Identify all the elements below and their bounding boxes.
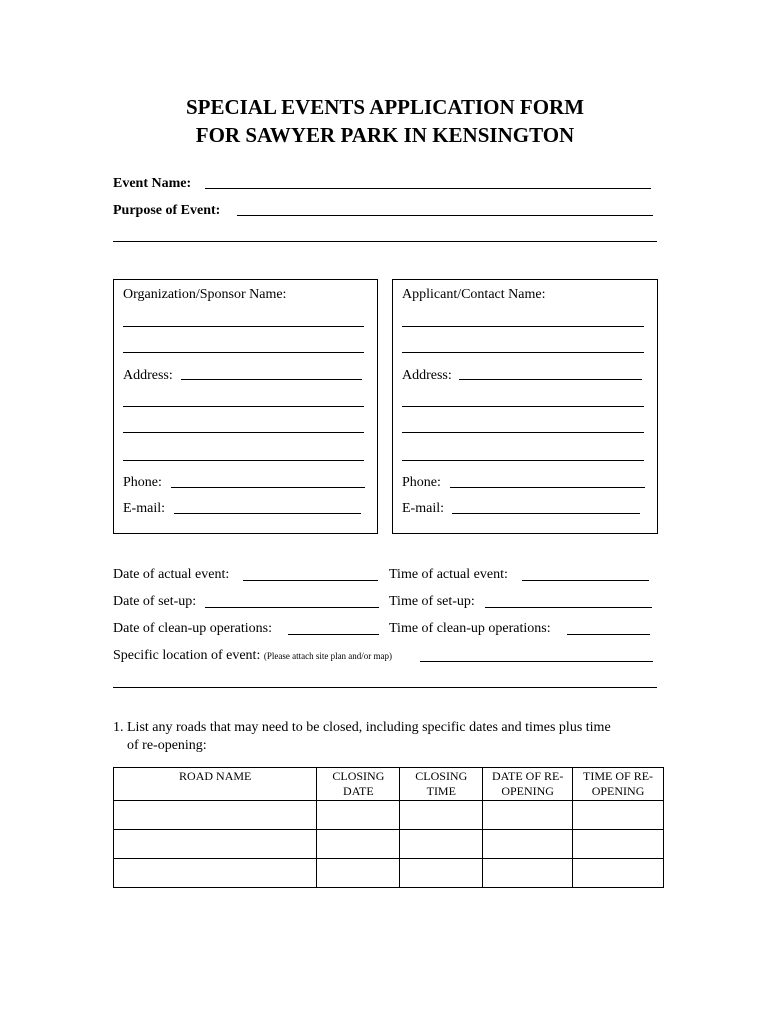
header-closing-time: [400, 768, 483, 801]
organization-name-field-2[interactable]: [123, 352, 364, 353]
closing-time-cell[interactable]: [400, 859, 483, 888]
reopening-time-cell[interactable]: [573, 801, 664, 830]
header-closing-date: [317, 768, 400, 801]
header-date-of-reopening-line-1: DATE OF RE-: [491, 769, 564, 783]
time-cleanup-label: Time of clean-up operations:: [389, 621, 551, 636]
applicant-phone-label: Phone:: [402, 475, 441, 490]
header-date-of-reopening-line-2: OPENING: [501, 784, 554, 798]
table-row: [114, 830, 664, 859]
applicant-name-field[interactable]: [402, 326, 644, 327]
event-name-field[interactable]: [205, 188, 651, 189]
location-note: (Please attach site plan and/or map): [263, 651, 393, 661]
location-field-continued[interactable]: [113, 687, 657, 688]
time-cleanup-field[interactable]: [567, 634, 650, 635]
date-actual-field[interactable]: [243, 580, 378, 581]
date-setup-label: Date of set-up:: [113, 594, 197, 609]
organization-box: [113, 279, 378, 534]
road-name-cell[interactable]: [114, 859, 317, 888]
road-name-cell[interactable]: [114, 830, 317, 859]
table-row: [114, 859, 664, 888]
event-name-label: Event Name:: [113, 176, 192, 191]
date-cleanup-field[interactable]: [288, 634, 379, 635]
reopening-time-cell[interactable]: [573, 859, 664, 888]
organization-address-field-4[interactable]: [123, 460, 364, 461]
time-actual-field[interactable]: [522, 580, 649, 581]
location-label-text: Specific location of event:: [113, 648, 261, 663]
header-closing-date-line-1: CLOSING: [332, 769, 385, 783]
organization-name-field[interactable]: [123, 326, 364, 327]
applicant-email-field[interactable]: [452, 513, 640, 514]
header-time-of-reopening-line-1: TIME OF RE-: [583, 769, 654, 783]
form-title-line-1: SPECIAL EVENTS APPLICATION FORM: [185, 95, 585, 119]
header-closing-time-line-1: CLOSING: [415, 769, 468, 783]
date-setup-field[interactable]: [205, 607, 379, 608]
form-title-line-2: FOR SAWYER PARK IN KENSINGTON: [195, 123, 575, 147]
time-setup-label: Time of set-up:: [389, 594, 475, 609]
time-actual-label: Time of actual event:: [389, 567, 508, 582]
roads-table-header: [114, 768, 664, 801]
road-name-cell[interactable]: [114, 801, 317, 830]
date-actual-label: Date of actual event:: [113, 567, 230, 582]
closing-date-cell[interactable]: [317, 801, 400, 830]
applicant-heading: Applicant/Contact Name:: [402, 287, 546, 302]
closing-time-cell[interactable]: [400, 830, 483, 859]
reopening-date-cell[interactable]: [483, 801, 573, 830]
closing-date-cell[interactable]: [317, 859, 400, 888]
applicant-address-label: Address:: [402, 368, 452, 383]
applicant-box: [392, 279, 658, 534]
purpose-label: Purpose of Event:: [113, 203, 221, 218]
organization-phone-field[interactable]: [171, 487, 365, 488]
applicant-address-field[interactable]: [459, 379, 642, 380]
purpose-field[interactable]: [237, 215, 653, 216]
organization-email-field[interactable]: [174, 513, 361, 514]
question-1-line-1: 1. List any roads that may need to be closed, including specific dates and times plus time: [113, 720, 611, 735]
date-cleanup-label: Date of clean-up operations:: [113, 621, 272, 636]
location-label: [113, 648, 392, 664]
header-date-of-reopening: [483, 768, 573, 801]
reopening-date-cell[interactable]: [483, 859, 573, 888]
table-row: [114, 801, 664, 830]
organization-phone-label: Phone:: [123, 475, 162, 490]
location-field[interactable]: [420, 661, 653, 662]
organization-heading: Organization/Sponsor Name:: [123, 287, 287, 302]
applicant-address-field-2[interactable]: [402, 406, 644, 407]
question-1-line-2: of re-opening:: [127, 738, 207, 753]
header-time-of-reopening-line-2: OPENING: [591, 784, 645, 798]
applicant-email-label: E-mail:: [402, 501, 444, 516]
applicant-address-field-3[interactable]: [402, 432, 644, 433]
organization-address-field[interactable]: [181, 379, 362, 380]
header-closing-time-line-2: TIME: [426, 784, 456, 798]
organization-address-field-3[interactable]: [123, 432, 364, 433]
header-road-name-text: ROAD NAME: [179, 769, 252, 783]
organization-email-label: E-mail:: [123, 501, 165, 516]
header-closing-date-line-2: DATE: [343, 784, 374, 798]
organization-address-label: Address:: [123, 368, 173, 383]
reopening-time-cell[interactable]: [573, 830, 664, 859]
reopening-date-cell[interactable]: [483, 830, 573, 859]
organization-address-field-2[interactable]: [123, 406, 364, 407]
purpose-field-continued[interactable]: [113, 241, 657, 242]
header-road-name: [114, 768, 317, 801]
header-time-of-reopening: [573, 768, 664, 801]
closing-date-cell[interactable]: [317, 830, 400, 859]
closing-time-cell[interactable]: [400, 801, 483, 830]
roads-table: [113, 767, 664, 888]
time-setup-field[interactable]: [485, 607, 652, 608]
applicant-phone-field[interactable]: [450, 487, 645, 488]
applicant-name-field-2[interactable]: [402, 352, 644, 353]
applicant-address-field-4[interactable]: [402, 460, 644, 461]
